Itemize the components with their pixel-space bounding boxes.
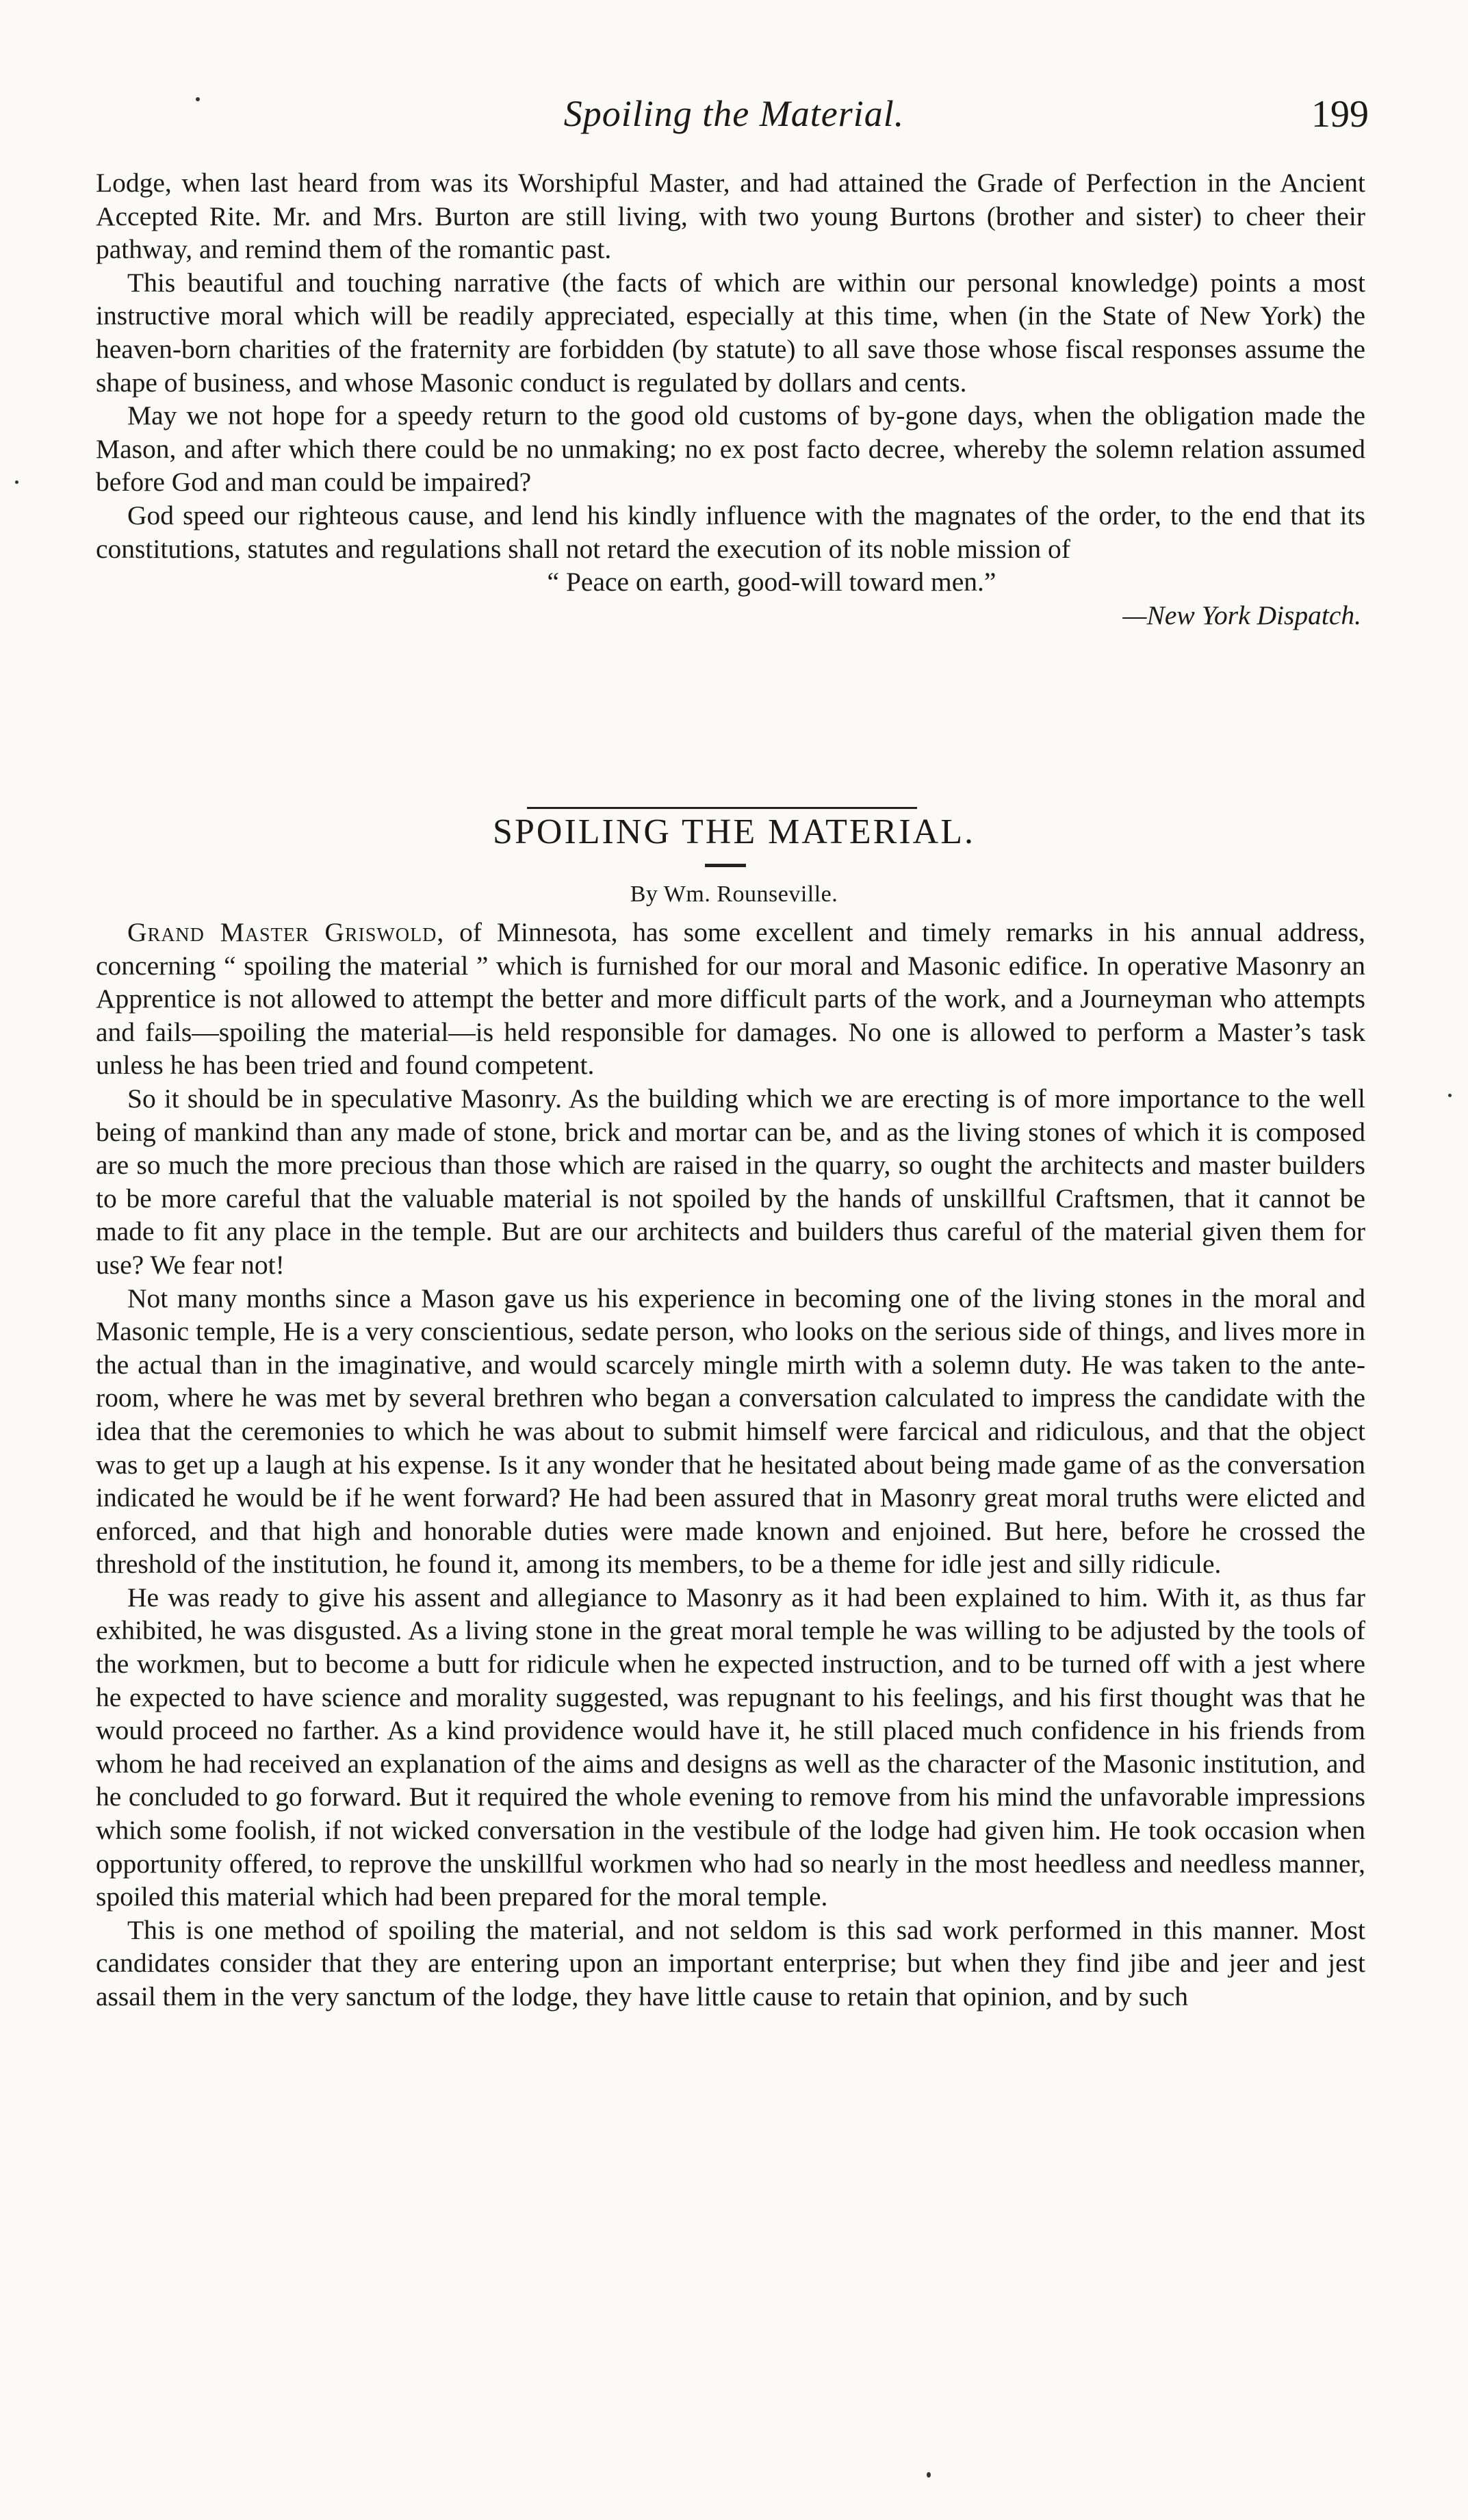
print-speck bbox=[196, 97, 200, 101]
print-speck bbox=[1448, 1094, 1452, 1097]
section-divider bbox=[527, 807, 917, 809]
paragraph: He was ready to give his assent and allegiance to Masonry as it had been explained to him. With it, as thus far exhibited, he was disgusted. As a living stone in the great moral temple he was willing to be adjusted by the tools of the workmen, but to become a butt for ridicule when he expected instruction, and to be turned off with a jest where he expected to have science and morality suggested, was repugnant to his feelings, and his first thought was that he would proceed no farther. As a kind providence would have it, he still placed much confidence in his friends from whom he had received an explanation of the aims and designs as well as the character of the Masonic institution, and he concluded to go forward. But it required the whole evening to remove from his mind the unfavorable impressions which some foolish, if not wicked conversation in the vestibule of the lodge had given him. He took occasion when opportunity offered, to reprove the unskillful workmen who had so nearly in the most heedless and needless manner, spoiled this material which had been prepared for the moral temple. bbox=[96, 1582, 1365, 1912]
byline: By Wm. Rounseville. bbox=[630, 882, 838, 907]
article-title: SPOILING THE MATERIAL. bbox=[493, 812, 975, 851]
closing-quote: “ Peace on earth, good-will toward men.” bbox=[547, 567, 996, 597]
print-speck bbox=[927, 2472, 931, 2478]
paragraph bbox=[96, 916, 1365, 1082]
page-number: 199 bbox=[1311, 93, 1369, 136]
print-speck bbox=[15, 480, 18, 484]
running-title: Spoiling the Material. bbox=[563, 93, 905, 134]
paragraph-text: of Minnesota, has some excellent and timely remarks in his annual address, concerning “ spoiling the material ” which is furnished for our moral and Masonic edifice. In operative Masonry an Apprentice is not allowed to attempt the better and more difficult parts of the work, and a Journeyman who attempts and fails—spoiling the material—is held responsible for damages. No one is allowed to perform a Master’s task unless he has been tried and found competent. bbox=[96, 917, 1366, 1081]
paragraph: So it should be in speculative Masonry. As the building which we are erecting is of more importance to the well being of mankind than any made of stone, brick and mortar can be, and as the living stones of which it is composed are so much the more precious than those which are raised in the quarry, so ought the architects and master builders to be more careful that the valuable material is not spoiled by the hands of unskillful Craftsmen, that it cannot be made to fit any place in the temple. But are our architects and builders thus careful of the material given them for use? We fear not! bbox=[96, 1083, 1365, 1280]
source-attribution: —New York Dispatch. bbox=[1122, 600, 1361, 630]
paragraph: Lodge, when last heard from was its Worshipful Master, and had attained the Grade of Perfection in the Ancient Accepted Rite. Mr. and Mrs. Burton are still living, with two young Burtons (brother and sister) to cheer their pathway, and remind them of the romantic past. bbox=[96, 168, 1365, 265]
paragraph: This is one method of spoiling the material, and not seldom is this sad work performed in this manner. Most candidates consider that they are entering upon an important enterprise; but when they find jibe and jeer and jest assail them in the very sanctum of the lodge, they have little cause to retain that opinion, and by such bbox=[96, 1914, 1365, 2011]
paragraph: This beautiful and touching narrative (the facts of which are within our personal knowledge) points a most instructive moral which will be readily appreciated, especially at this time, when (in the State of New York) the heaven-born charities of the fraternity are forbidden (by statute) to all save those whose fiscal responses assume the shape of business, and whose Masonic conduct is regulated by dollars and cents. bbox=[96, 267, 1365, 398]
lead-smallcaps: Grand Master Griswold, bbox=[127, 917, 445, 947]
title-rule bbox=[705, 864, 746, 867]
running-head bbox=[0, 92, 1468, 147]
paragraph: Not many months since a Mason gave us his experience in becoming one of the living stones in the moral and Masonic temple, He is a very conscientious, sedate person, who looks on the serious side of things, and lives more in the actual than in the imaginative, and would scarcely mingle mirth with a solemn duty. He was taken to the ante-room, where he was met by several brethren who began a conversation calculated to impress the candidate with the idea that the ceremonies to which he was about to submit himself were farcical and ridiculous, and that the object was to get up a laugh at his expense. Is it any wonder that he hesitated about being made game of as the conversation indicated he would be if he went forward? He had been assured that in Masonry great moral truths were elicted and enforced, and that high and honorable duties were made known and enjoined. But here, before he crossed the threshold of the institution, he found it, among its members, to be a theme for idle jest and silly ridicule. bbox=[96, 1283, 1365, 1580]
paragraph: May we not hope for a speedy return to the good old customs of by-gone days, when the obligation made the Mason, and after which there could be no unmaking; no ex post facto decree, whereby the solemn relation assumed before God and man could be impaired? bbox=[96, 400, 1365, 498]
paragraph: God speed our righteous cause, and lend his kindly influence with the magnates of the order, to the end that its constitutions, statutes and regulations shall not retard the execution of its noble mission of bbox=[96, 500, 1365, 564]
article-body bbox=[96, 916, 1365, 2014]
previous-article-text bbox=[96, 166, 1365, 632]
